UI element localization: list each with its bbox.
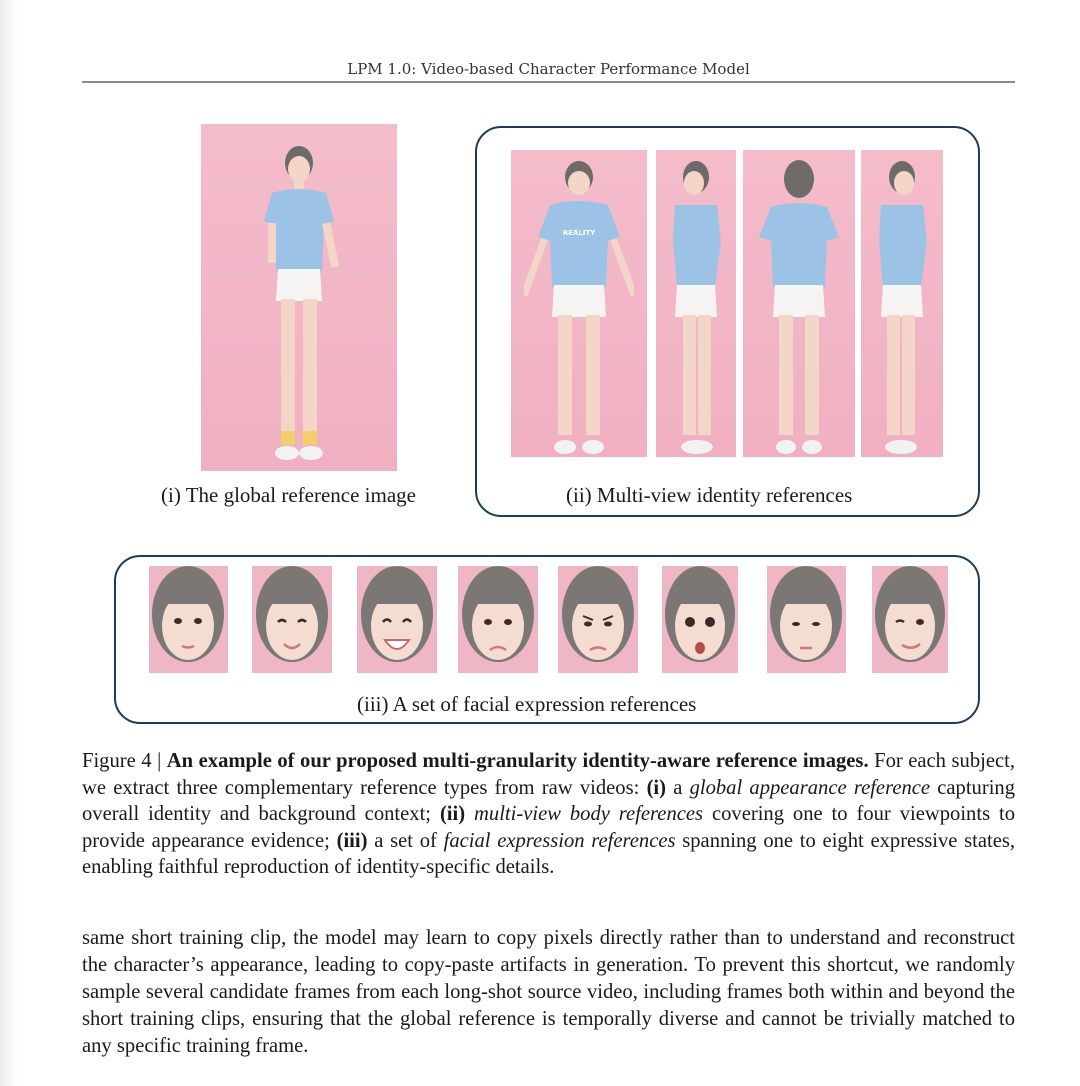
caption-emphasis: facial expression references: [443, 829, 676, 852]
face-expression-7: [767, 566, 846, 673]
figure-caption: [82, 748, 1015, 881]
standing-figure-illustration: [254, 141, 344, 471]
caption-text: covering one to four viewpoints to provide appearance evidence;: [82, 803, 1016, 852]
caption-emphasis: global appearance reference: [689, 776, 931, 799]
caption-text: a: [666, 776, 690, 799]
face-expression-5: [558, 566, 638, 673]
face-expression-6: [662, 566, 738, 673]
side-view-figure-right: [867, 157, 937, 457]
face-expression-2: [252, 566, 332, 673]
multiview-side-right-image: [861, 150, 943, 457]
caption-marker: (ii): [439, 803, 466, 826]
caption-marker: (iii): [336, 829, 368, 852]
caption-text: spanning one to eight expressive states, enabling faithful reproduction of identity-specific details.: [82, 829, 1016, 879]
caption-text: capturing overall identity and background context;: [82, 776, 1016, 826]
subcaption-facial-expressions: (iii) A set of facial expression references: [357, 692, 697, 716]
body-paragraph: same short training clip, the model may learn to copy pixels directly rather than to understand and reconstruct the character’s appearance, leading to copy-paste artifacts in generation. To prevent this shortcut, we randomly sample several candidate frames from each long-shot source video, including frames both within and beyond the short training clips, ensuring that the global reference is temporally diverse and cannot be trivially matched to any specific training frame.: [82, 927, 1015, 1057]
side-view-figure: [661, 157, 731, 457]
caption-text: For each subject, we extract three complementary reference types from raw videos:: [82, 750, 1015, 799]
global-reference-image: [201, 124, 397, 471]
multiview-back-image: [743, 150, 855, 457]
running-header: LPM 1.0: Video-based Character Performance Model: [347, 60, 750, 78]
subcaption-global-reference: (i) The global reference image: [161, 483, 416, 507]
back-view-figure: [749, 157, 849, 457]
face-expression-4: [458, 566, 538, 673]
page-edge-shadow: [0, 0, 18, 1086]
caption-marker: (i): [646, 776, 666, 799]
face-expression-8: [872, 566, 948, 673]
face-expression-1: [149, 566, 228, 673]
subcaption-multiview: (ii) Multi-view identity references: [566, 483, 853, 507]
caption-label: Figure 4 |: [82, 750, 167, 772]
caption-emphasis: multi-view body references: [474, 803, 704, 826]
face-expression-3: [357, 566, 437, 673]
caption-title: An example of our proposed multi-granularity identity-aware reference images.: [166, 750, 869, 772]
caption-text: a set of: [367, 829, 444, 852]
caption-text: [465, 803, 474, 825]
front-view-figure: [524, 157, 634, 457]
multiview-side-left-image: [656, 150, 736, 457]
svg-text:REALITY: REALITY: [562, 229, 596, 237]
header-rule: [82, 81, 1015, 83]
multiview-front-image: [511, 150, 647, 457]
